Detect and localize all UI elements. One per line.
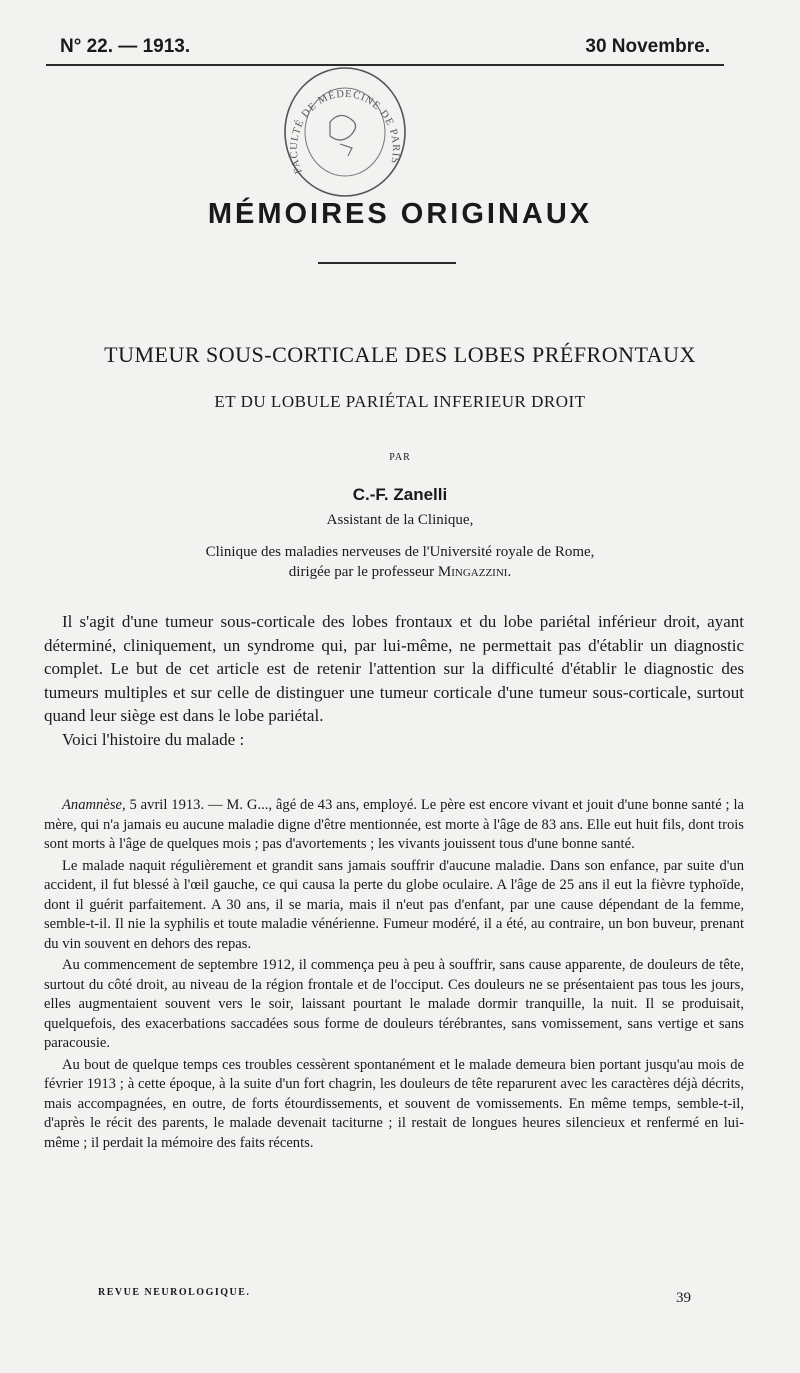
introduction <box>44 610 744 751</box>
section-title: MÉMOIRES ORIGINAUX <box>207 198 593 230</box>
issue-date: 30 Novembre. <box>585 36 710 57</box>
library-stamp <box>270 62 420 202</box>
intro-paragraph-1: Il s'agit d'une tumeur sous-corticale des lobes frontaux et du lobe pariétal inférieur droit, ayant déterminé, cliniquement, un syndrome qui, par lui-même, ne permettait pas d'établir un diagnostic complet. Le but de cet article est de retenir l'attention sur la difficulté d'établir le diagnostic des tumeurs multiples et sur celle de distinguer une tumeur corticale d'une tumeur sous-corticale, surtout quand leur siège est dans le lobe pariétal. <box>44 612 744 725</box>
title-divider <box>318 262 456 264</box>
author-affiliation-2: Clinique des maladies nerveuses de l'Université royale de Rome, <box>205 544 595 560</box>
case-history <box>44 796 744 1155</box>
intro-paragraph-2: Voici l'histoire du malade : <box>62 729 245 749</box>
author-affiliation-3 <box>0 564 800 581</box>
anamnesis-paragraph <box>44 796 744 855</box>
article-title-line1: TUMEUR SOUS-CORTICALE DES LOBES PRÉFRONTAUX <box>104 342 696 367</box>
anamnesis-label: Anamnèse, <box>62 797 126 813</box>
author-name: C.-F. Zanelli <box>352 485 448 504</box>
page-header <box>60 32 710 62</box>
body-paragraph-2: Le malade naquit régulièrement et grandit sans jamais souffrir d'aucune maladie. Dans son enfance, par suite d'un accident, il fut blessé à l'œil gauche, ce qui causa la perte du globe oculaire. A l'âge de 25 ans il eut la fièvre typhoïde, dont il guérit parfaitement. A 30 ans, il se maria, mais il n'eut pas d'enfant, par une cause dépendant de la femme, semble-t-il. Il nie la syphilis et toute maladie vénérienne. Fumeur modéré, il a été, au contraire, un bon buveur, prenant du vin souvent en dehors des repas. <box>44 857 744 952</box>
journal-name: REVUE NEUROLOGIQUE. <box>98 1287 251 1298</box>
issue-number: N° 22. — 1913. <box>60 36 191 57</box>
stamp-text: FACULTÉ DE MÉDECINE DE PARIS <box>288 88 402 176</box>
by-label: PAR <box>389 452 411 463</box>
professor-name: Mingazzini. <box>437 564 512 580</box>
body-paragraph-3: Au commencement de septembre 1912, il commença peu à peu à souffrir, sans cause apparente, de douleurs de tête, surtout du côté droit, au niveau de la région frontale et de l'occiput. Ces douleurs ne se présentaient pas tous les jours, elles augmentaient souvent vers le soir, laissant pourtant le malade dormir tranquille, la nuit. Il se produisait, quelquefois, des exacerbations saccadées sous forme de douleurs térébrantes, sans vomissement, sans vertige et sans paracousie. <box>44 957 744 1051</box>
article-title-line2: ET DU LOBULE PARIÉTAL INFERIEUR DROIT <box>214 392 586 411</box>
affiliation-prefix: dirigée par le professeur <box>288 564 438 580</box>
author-affiliation-1: Assistant de la Clinique, <box>326 512 474 528</box>
svg-text:FACULTÉ DE MÉDECINE DE PARIS <box>289 89 401 175</box>
body-paragraph-4: Au bout de quelque temps ces troubles cessèrent spontanément et le malade demeura bien portant jusqu'au mois de février 1913 ; à cette époque, à la suite d'un fort chagrin, les douleurs de tête reparurent avec les caractères déjà décrits, mais accompagnées, en outre, de forts étourdissements, et souvent de vomissements. En même temps, semble-t-il, d'après le récit des parents, le malade devenait taciturne ; il restait de longues heures silencieux et renfermé en lui-même ; il perdait la mémoire des faits récents. <box>44 1056 744 1151</box>
anamnesis-text: 5 avril 1913. — M. G..., âgé de 43 ans, employé. Le père est encore vivant et jouit d'une bonne santé ; la mère, qui n'a jamais eu aucune maladie digne d'être mentionnée, est morte à l'âge de 83 ans. Elle eut huit fils, dont trois sont morts à l'âge de quelques mois ; pas d'avortements ; les vivants jouissent tous d'une bonne santé. <box>44 797 744 852</box>
page-number: 39 <box>676 1290 691 1306</box>
